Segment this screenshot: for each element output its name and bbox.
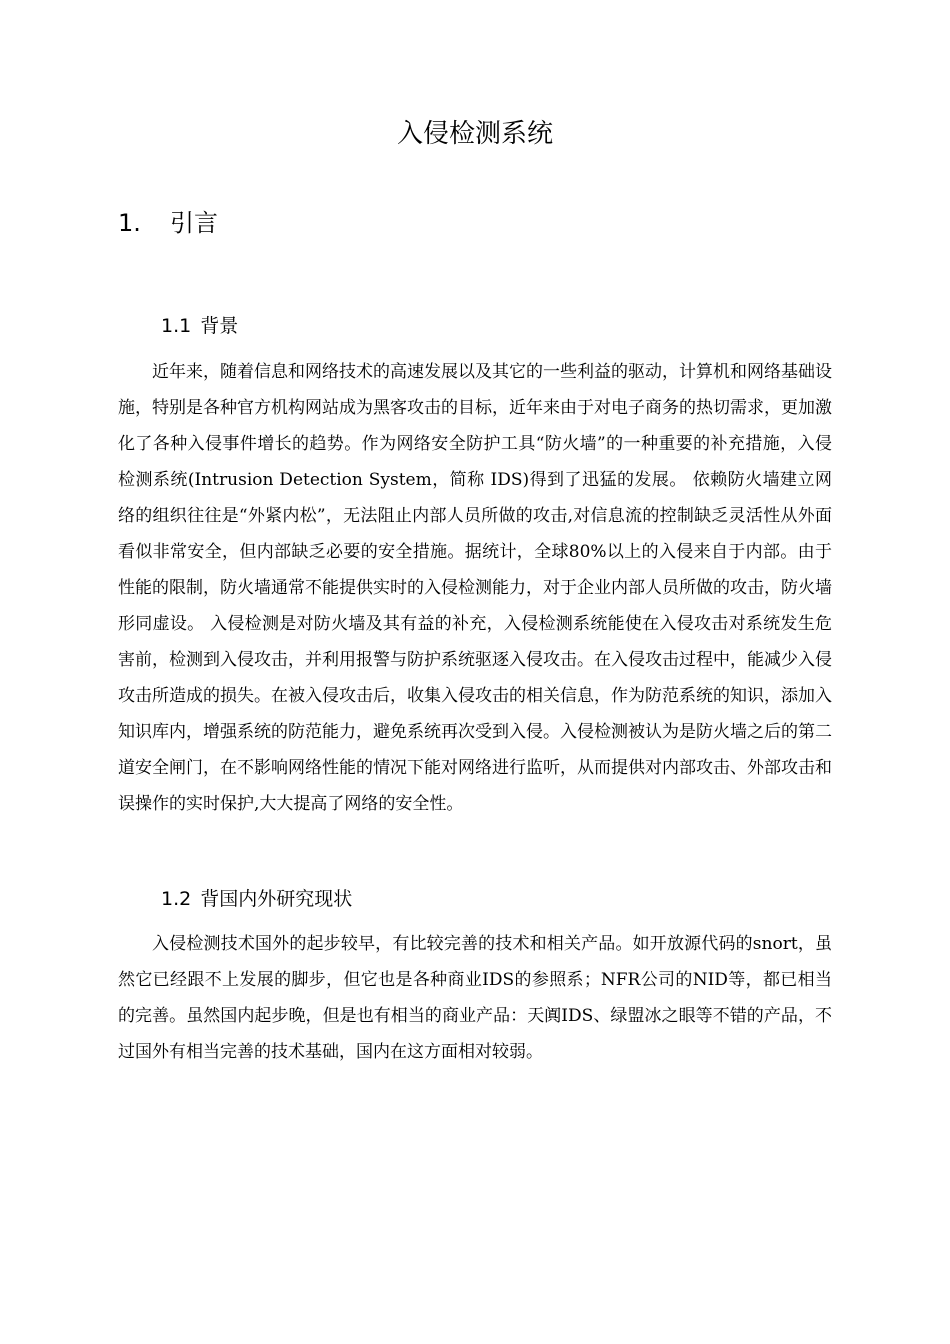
document-title: 入侵检测系统 — [396, 119, 553, 149]
subsection-number: 1.2 — [161, 888, 192, 910]
section-heading-introduction — [118, 205, 218, 241]
subsection-number: 1.1 — [161, 315, 192, 337]
subsection-heading-research-status — [161, 884, 352, 914]
background-paragraph: 近年来，随着信息和网络技术的高速发展以及其它的一些利益的驱动，计算机和网络基础设施，特别是各种官方机构网站成为黑客攻击的目标，近年来由于对电子商务的热切需求，更加激化了各种入侵事件增长的趋势。作为网络安全防护工具“防火墙”的一种重要的补充措施，入侵检测系统(Intrusion Detection System，简称 IDS)得到了迅猛的发展。 依赖防火墙建立网络的组织往往是“外紧内松”，无法阻止内部人员所做的攻击,对信息流的控制缺乏灵活性从外面看似非常安全，但内部缺乏必要的安全措施。据统计，全球80%以上的入侵来自于内部。由于性能的限制，防火墙通常不能提供实时的入侵检测能力，对于企业内部人员所做的攻击，防火墙形同虚设。 入侵检测是对防火墙及其有益的补充，入侵检测系统能使在入侵攻击对系统发生危害前，检测到入侵攻击，并利用报警与防护系统驱逐入侵攻击。在入侵攻击过程中，能减少入侵攻击所造成的损失。在被入侵攻击后，收集入侵攻击的相关信息，作为防范系统的知识，添加入知识库内，增强系统的防范能力，避免系统再次受到入侵。入侵检测被认为是防火墙之后的第二道安全闸门，在不影响网络性能的情况下能对网络进行监听，从而提供对内部攻击、外部攻击和误操作的实时保护,大大提高了网络的安全性。 — [118, 362, 832, 814]
section-title: 引言 — [170, 209, 218, 237]
subsection-title: 背国内外研究现状 — [200, 888, 353, 910]
subsection-heading-background — [161, 311, 238, 341]
section-number: 1. — [118, 209, 141, 237]
research-status-paragraph: 入侵检测技术国外的起步较早，有比较完善的技术和相关产品。如开放源代码的snort，虽然它已经跟不上发展的脚步，但它也是各种商业IDS的参照系；NFR公司的NID等，都已相当的完善。虽然国内起步晚，但是也有相当的商业产品：天阗IDS、绿盟冰之眼等不错的产品，不过国外有相当完善的技术基础，国内在这方面相对较弱。 — [118, 934, 832, 1062]
subsection-title: 背景 — [200, 315, 239, 337]
